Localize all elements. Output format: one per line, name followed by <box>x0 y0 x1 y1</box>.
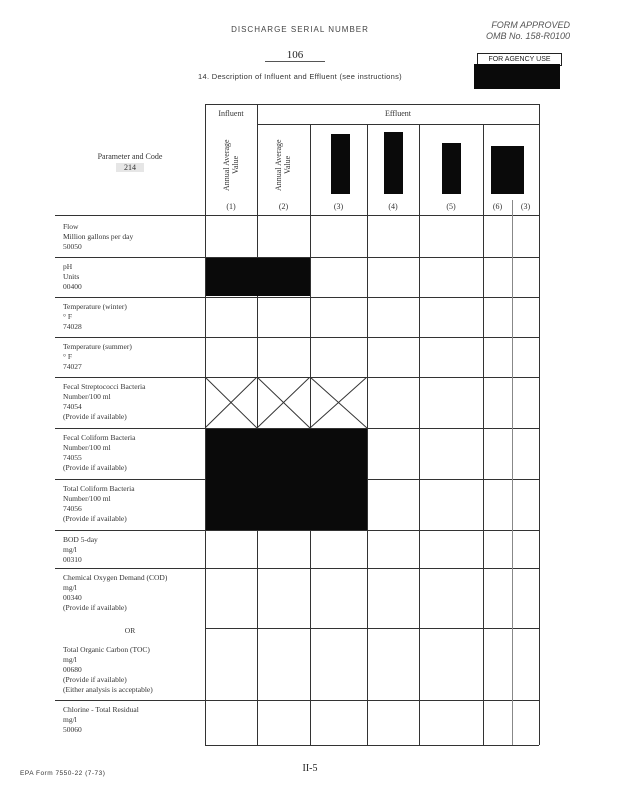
parameter-code: 74054 <box>63 402 82 411</box>
or-text: OR <box>124 626 136 635</box>
redacted-column-heading <box>331 134 350 194</box>
grid-row-line <box>55 297 539 298</box>
grid-effluent-underline <box>257 124 539 125</box>
redacted-coliform-values <box>206 429 367 530</box>
parameter-name: Chemical Oxygen Demand (COD) <box>63 573 168 582</box>
grid-col-line <box>483 124 484 745</box>
influent-annual-average-heading: Annual Average Value <box>222 139 240 191</box>
redacted-column-heading <box>442 143 461 194</box>
parameter-row-cod <box>63 573 167 613</box>
grid-row-line <box>205 628 539 629</box>
parameter-unit: Number/100 ml <box>63 392 111 401</box>
form-approved-text: FORM APPROVED <box>491 20 570 30</box>
redacted-column-heading <box>384 132 403 194</box>
parameter-code: 50060 <box>63 725 82 734</box>
parameter-name: Fecal Coliform Bacteria <box>63 433 136 442</box>
grid-col-line <box>419 124 420 745</box>
section-title: 14. Description of Influent and Effluent (see instructions) <box>198 72 402 81</box>
grid-header-bottom <box>55 215 539 216</box>
parameter-code: 00400 <box>63 282 82 291</box>
parameter-code: 74055 <box>63 453 82 462</box>
col-number: (5) <box>446 202 456 211</box>
parameter-unit: mg/l <box>63 583 77 592</box>
grid-row-line <box>55 337 539 338</box>
parameter-row-ph <box>63 262 82 292</box>
grid-col-line <box>367 124 368 745</box>
effluent-heading: Effluent <box>384 109 412 118</box>
grid-row-line <box>55 568 539 569</box>
parameter-code: 00340 <box>63 593 82 602</box>
parameter-name: Fecal Streptococci Bacteria <box>63 382 146 391</box>
parameter-unit: Million gallons per day <box>63 232 134 241</box>
parameter-row-total-coliform <box>63 484 135 524</box>
parameter-code: 214 <box>116 163 144 172</box>
parameter-unit: Units <box>63 272 80 281</box>
grid-faint-col-line <box>512 200 513 745</box>
parameter-row-fecal-coliform <box>63 433 135 473</box>
parameter-code: 00680 <box>63 665 82 674</box>
parameter-name: Temperature (winter) <box>63 302 127 311</box>
col-number: (3) <box>520 202 531 211</box>
parameter-name: Temperature (summer) <box>63 342 132 351</box>
parameter-and-code-heading: Parameter and Code <box>97 152 163 161</box>
serial-number: 106 <box>286 49 304 61</box>
parameter-name: Total Coliform Bacteria <box>63 484 135 493</box>
parameter-row-toc <box>63 645 153 695</box>
parameter-name: Chlorine - Total Residual <box>63 705 139 714</box>
parameter-row-fecal-streptococci <box>63 382 145 422</box>
parameter-row-temperature-summer <box>63 342 132 372</box>
parameter-note: (Provide if available) <box>63 412 127 421</box>
parameter-code: 74028 <box>63 322 82 331</box>
parameter-or-divider <box>63 626 197 636</box>
parameter-code: 74056 <box>63 504 82 513</box>
redacted-column-heading <box>491 146 524 194</box>
parameter-unit: mg/l <box>63 715 77 724</box>
parameter-code: 74027 <box>63 362 82 371</box>
parameter-unit: ° F <box>63 352 73 361</box>
col-number: (6) <box>492 202 503 211</box>
grid-bottom-line <box>205 745 539 746</box>
influent-heading: Influent <box>218 109 244 118</box>
parameter-row-flow <box>63 222 133 252</box>
grid-row-line <box>55 530 539 531</box>
parameter-note: (Provide if available) <box>63 514 127 523</box>
parameter-note: (Either analysis is acceptable) <box>63 685 153 694</box>
parameter-note: (Provide if available) <box>63 463 127 472</box>
col-number: (2) <box>278 202 289 211</box>
effluent-annual-average-heading: Annual Average Value <box>274 139 292 191</box>
parameter-note: (Provide if available) <box>63 675 127 684</box>
serial-underline <box>265 61 325 62</box>
parameter-code: 00310 <box>63 555 82 564</box>
parameter-row-bod <box>63 535 98 565</box>
parameter-unit: mg/l <box>63 545 77 554</box>
omb-number: OMB No. 158-R0100 <box>485 31 570 41</box>
parameter-unit: Number/100 ml <box>63 443 111 452</box>
page-number: II-5 <box>302 763 318 774</box>
grid-col-line <box>539 104 540 745</box>
parameter-unit: mg/l <box>63 655 77 664</box>
parameter-name: Total Organic Carbon (TOC) <box>63 645 150 654</box>
agency-use-label: FOR AGENCY USE <box>477 53 562 66</box>
col-number: (1) <box>226 202 236 211</box>
col-number: (4) <box>388 202 398 211</box>
grid-top-line <box>205 104 539 105</box>
parameter-unit: Number/100 ml <box>63 494 111 503</box>
parameter-row-chlorine <box>63 705 139 735</box>
parameter-unit: ° F <box>63 312 73 321</box>
form-approved-note <box>470 20 570 42</box>
parameter-note: (Provide if available) <box>63 603 127 612</box>
col-number: (3) <box>333 202 344 211</box>
agency-use-redaction <box>474 64 560 89</box>
redacted-ph-values <box>206 258 310 296</box>
parameter-name: Flow <box>63 222 79 231</box>
grid-row-line <box>55 700 539 701</box>
parameter-name: pH <box>63 262 73 271</box>
epa-form-number: EPA Form 7550-22 (7-73) <box>20 770 106 777</box>
parameter-name: BOD 5-day <box>63 535 98 544</box>
parameter-code: 50050 <box>63 242 82 251</box>
parameter-row-temperature-winter <box>63 302 127 332</box>
discharge-serial-label: DISCHARGE SERIAL NUMBER <box>231 25 369 34</box>
not-applicable-cross-marks <box>205 377 367 428</box>
